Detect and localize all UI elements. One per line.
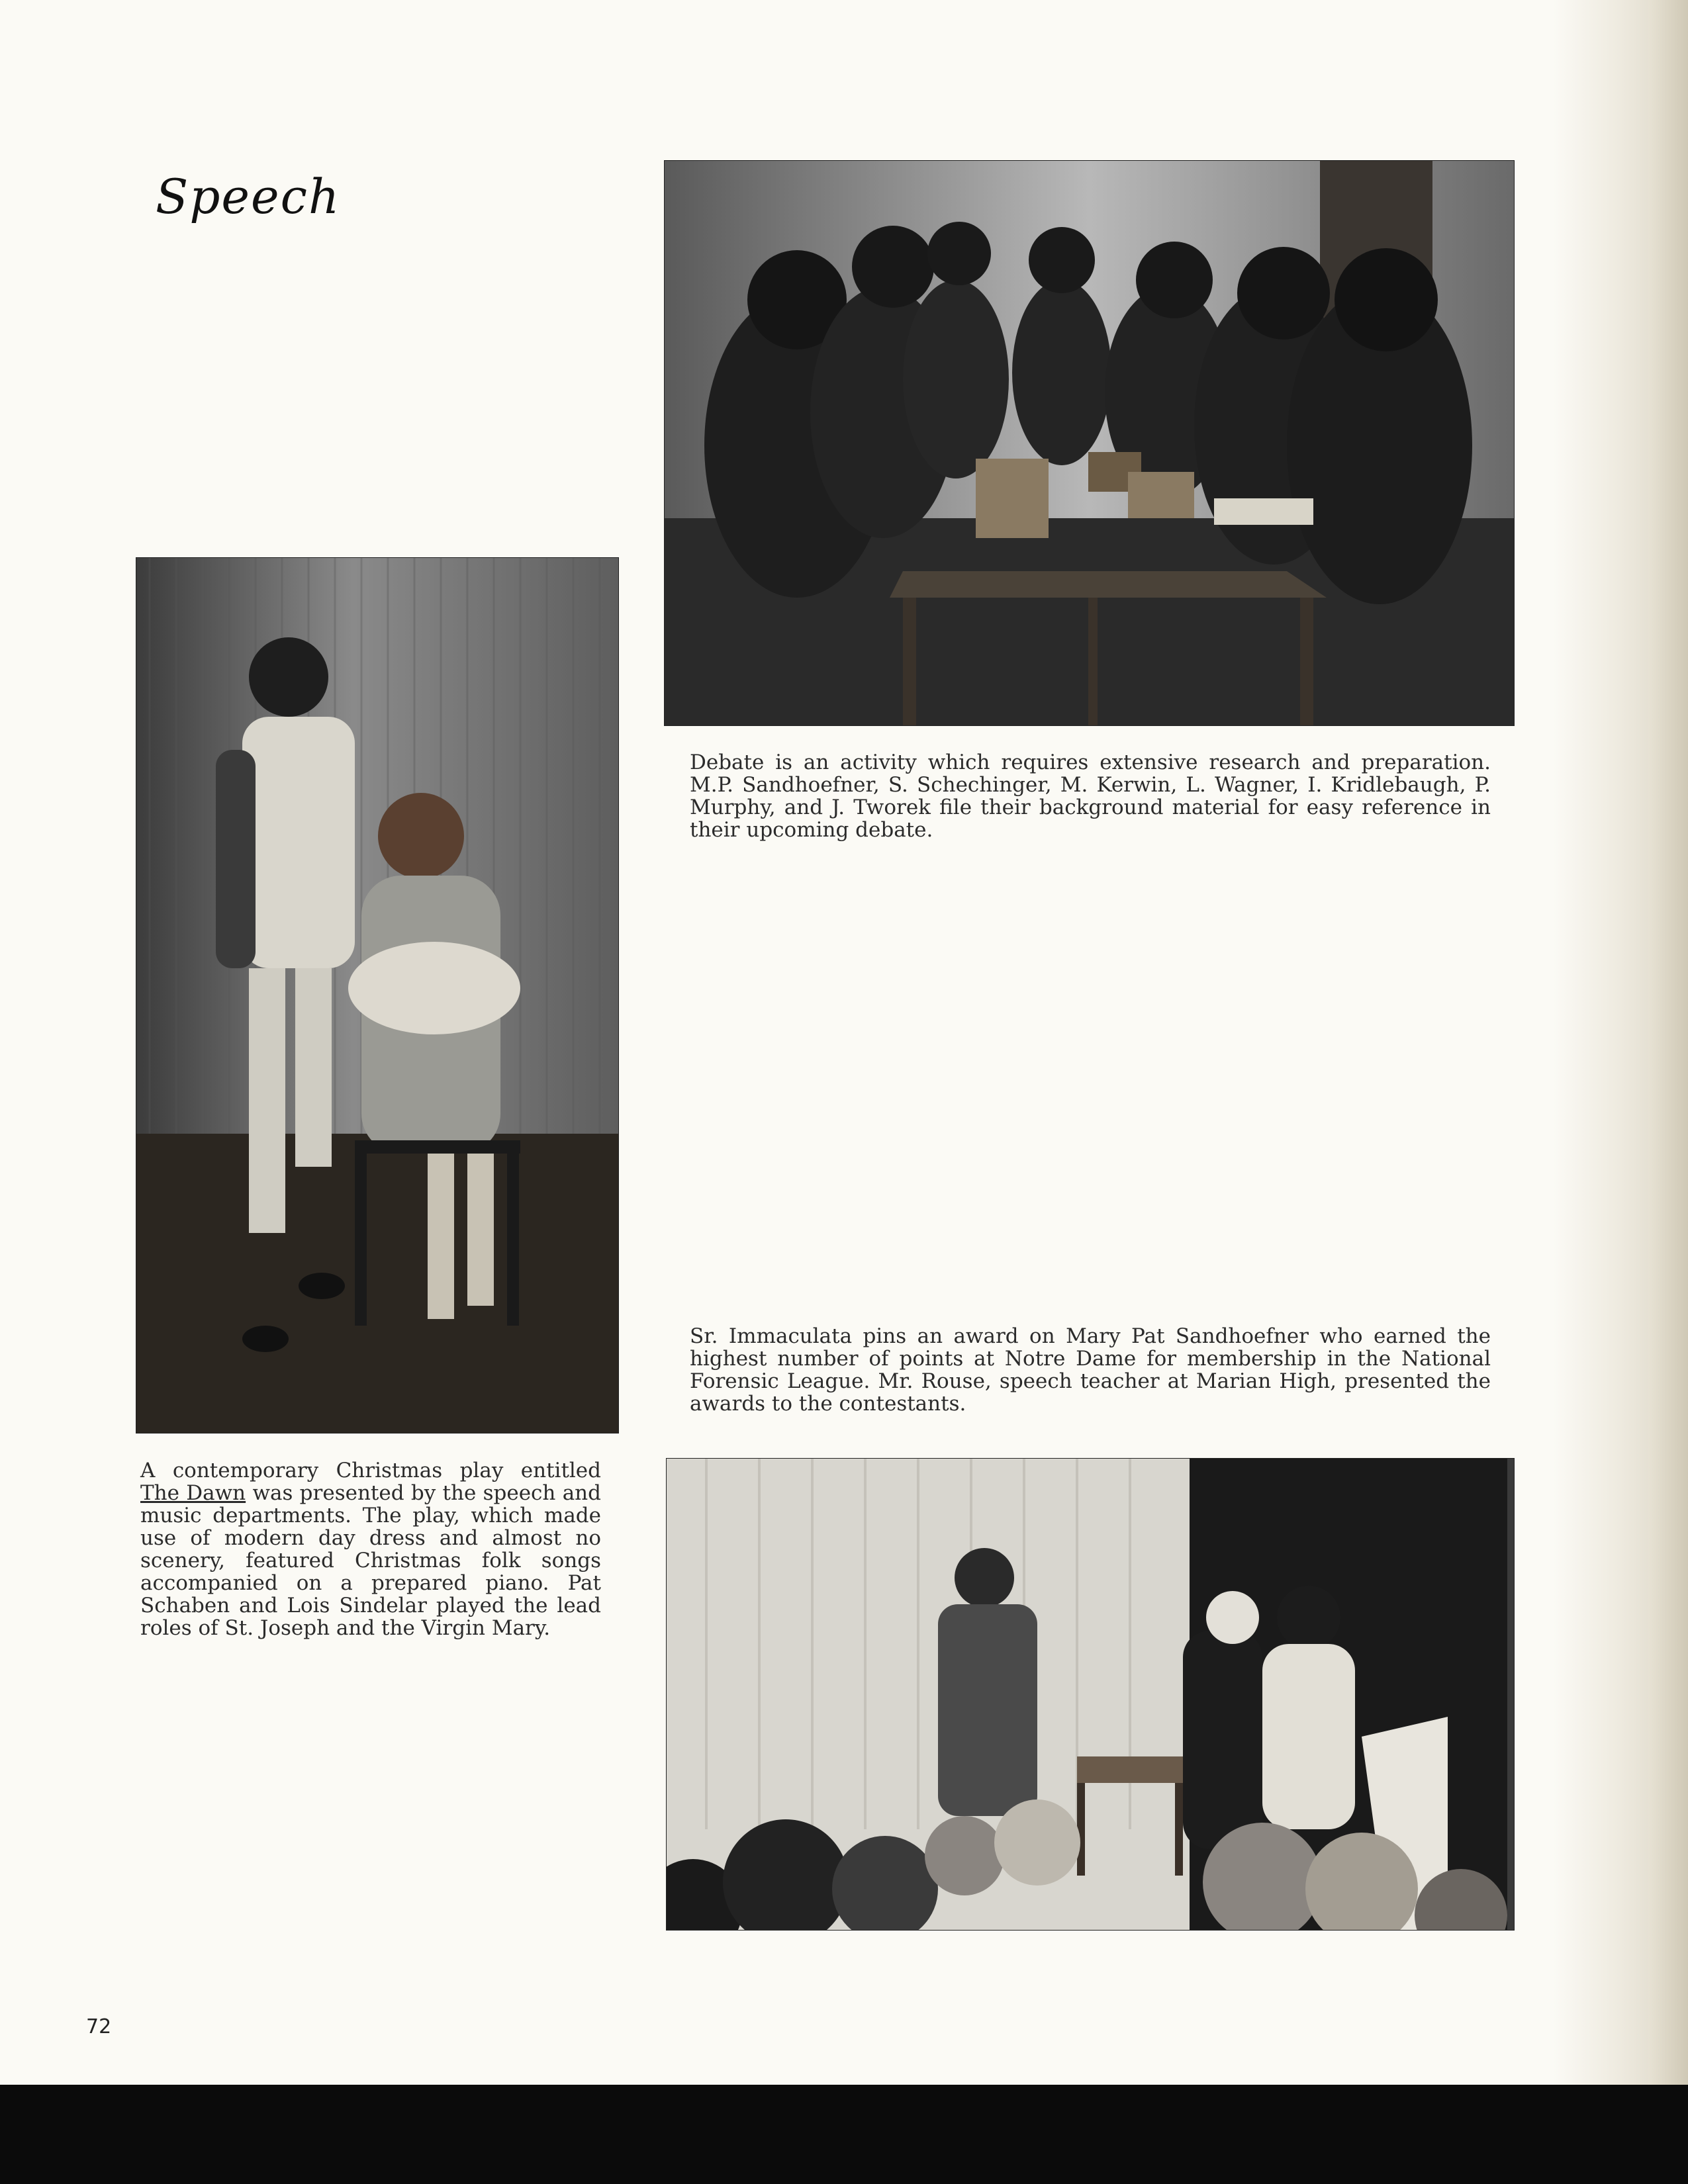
debate-photo-image: [665, 161, 1514, 725]
play-photo-image: [136, 558, 618, 1433]
debate-caption: Debate is an activity which requires extensive research and preparation. M.P. Sandhoefner, S. Schechinger, M. Kerwin, L. Wagner, I. Kridlebaugh, P. Murphy, and J. Tworek file their background material for easy reference in their upcoming debate.: [690, 751, 1491, 842]
play-title: The Dawn: [140, 1481, 246, 1505]
scan-bottom-border: [0, 2085, 1688, 2184]
play-caption-body: was presented by the speech and music departments. The play, which made use of modern day dress and almost no scenery, featured Christmas folk songs accompanied on a prepared piano. Pat Schaben and Lois Sindelar played the lead roles of St. Joseph and the Virgin Mary.: [140, 1481, 601, 1640]
play-photo: [136, 557, 619, 1433]
play-caption-lead: A contemporary Christmas play entitled: [140, 1459, 601, 1482]
award-photo: [666, 1458, 1515, 1931]
page-edge-shadow: [1648, 0, 1688, 2085]
page-number: 72: [86, 2015, 112, 2038]
award-caption: Sr. Immaculata pins an award on Mary Pat Sandhoefner who earned the highest number of points at Notre Dame for membership in the National Forensic League. Mr. Rouse, speech teacher at Marian High, presented the awards to the contestants.: [690, 1324, 1491, 1416]
debate-photo: [664, 160, 1515, 726]
award-photo-image: [667, 1459, 1514, 1930]
page-title: Speech: [156, 169, 341, 224]
play-caption: [140, 1459, 601, 1639]
